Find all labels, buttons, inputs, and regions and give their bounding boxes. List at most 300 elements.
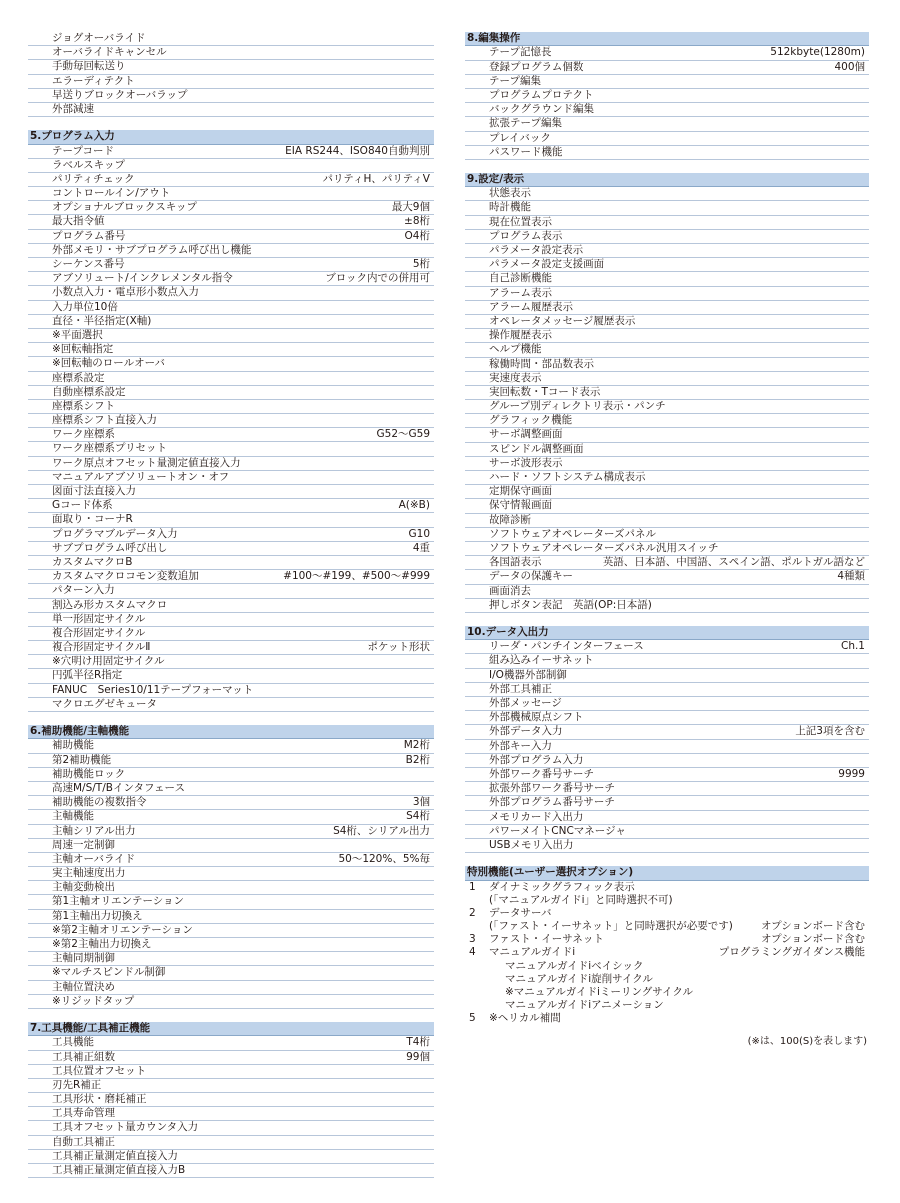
item-value: 512kbyte(1280m) bbox=[770, 46, 865, 59]
list-item bbox=[28, 457, 434, 471]
item-label: テープ記憶長 bbox=[489, 46, 552, 59]
item-value: G10 bbox=[408, 527, 430, 540]
item-label: プログラム表示 bbox=[489, 229, 563, 242]
list-item bbox=[465, 216, 869, 230]
item-label: ※回転軸指定 bbox=[52, 343, 114, 356]
item-label: 複合形固定サイクルⅡ bbox=[52, 641, 151, 654]
item-label: プログラム番号 bbox=[52, 229, 126, 242]
list-item bbox=[28, 89, 434, 103]
item-label: 操作履歴表示 bbox=[489, 329, 552, 342]
list-item bbox=[28, 230, 434, 244]
item-label: リーダ・パンチインターフェース bbox=[489, 640, 644, 653]
list-item bbox=[465, 825, 869, 839]
list-item bbox=[28, 329, 434, 343]
item-label: (「ファスト・イーサネット」と同時選択が必要です) bbox=[489, 920, 733, 933]
item-label: ヘルプ機能 bbox=[489, 343, 542, 356]
item-label: 登録プログラム個数 bbox=[489, 60, 584, 73]
list-item bbox=[28, 542, 434, 556]
item-label: 高速M/S/T/Bインタフェース bbox=[52, 781, 185, 794]
item-label: 第1主軸オリエンテーション bbox=[52, 895, 185, 908]
list-item bbox=[28, 1093, 434, 1107]
list-item bbox=[465, 46, 869, 60]
list-item bbox=[28, 187, 434, 201]
item-label: 保守情報画面 bbox=[489, 499, 552, 512]
item-label: プレイバック bbox=[489, 131, 551, 144]
item-label: データサーバ bbox=[489, 906, 552, 919]
list-item bbox=[465, 796, 869, 810]
item-label: 工具寿命管理 bbox=[52, 1107, 115, 1120]
list-item bbox=[465, 132, 869, 146]
item-label: 単一形固定サイクル bbox=[52, 612, 146, 625]
list-item bbox=[28, 272, 434, 286]
item-label: 主軸シリアル出力 bbox=[52, 824, 136, 837]
item-value: プログラミングガイダンス機能 bbox=[718, 946, 865, 959]
item-label: マクロエグゼキュータ bbox=[52, 697, 157, 710]
item-label: マニュアルガイドi bbox=[489, 946, 576, 959]
item-label: ソフトウェアオペレーターズパネル bbox=[489, 527, 656, 540]
list-item bbox=[465, 933, 869, 946]
list-item bbox=[28, 881, 434, 895]
item-label: 第1主軸出力切換え bbox=[52, 909, 143, 922]
list-item bbox=[465, 457, 869, 471]
item-label: 図面寸法直接入力 bbox=[52, 485, 136, 498]
item-label: 座標系シフト直接入力 bbox=[52, 414, 157, 427]
item-label: パラメータ設定表示 bbox=[489, 244, 584, 257]
item-label: 補助機能 bbox=[52, 739, 94, 752]
list-item bbox=[28, 754, 434, 768]
item-label: ※マルチスピンドル制御 bbox=[52, 966, 166, 979]
list-item bbox=[465, 117, 869, 131]
spec-section bbox=[28, 1022, 434, 1178]
item-label: メモリカード入出力 bbox=[489, 810, 584, 823]
section-title: 10.データ入出力 bbox=[465, 626, 869, 640]
item-value: 最大9個 bbox=[391, 201, 430, 214]
item-label: 拡張外部ワーク番号サーチ bbox=[489, 782, 615, 795]
item-label: アラーム履歴表示 bbox=[489, 300, 573, 313]
item-value: T4桁 bbox=[406, 1036, 430, 1049]
list-item bbox=[28, 1051, 434, 1065]
item-value: ±8桁 bbox=[404, 215, 430, 228]
item-label: マニュアルガイドiベイシック bbox=[505, 959, 644, 972]
item-value: Ch.1 bbox=[840, 640, 865, 653]
item-label: 補助機能の複数指令 bbox=[52, 796, 147, 809]
item-label: 座標系シフト bbox=[52, 399, 115, 412]
item-label: ※平面選択 bbox=[52, 328, 103, 341]
section-gap bbox=[465, 613, 869, 626]
list-item bbox=[465, 471, 869, 485]
list-item bbox=[465, 315, 869, 329]
list-item bbox=[28, 528, 434, 542]
list-item bbox=[28, 1136, 434, 1150]
item-label: 自己診断機能 bbox=[489, 272, 552, 285]
item-label: 周速一定制御 bbox=[52, 838, 115, 851]
item-label: 組み込みイーサネット bbox=[489, 654, 594, 667]
item-value: 5桁 bbox=[412, 258, 430, 271]
item-label: 主軸変動検出 bbox=[52, 881, 115, 894]
list-item bbox=[28, 485, 434, 499]
item-label: 時計機能 bbox=[489, 201, 531, 214]
list-item bbox=[28, 428, 434, 442]
list-item bbox=[28, 471, 434, 485]
item-label: スピンドル調整画面 bbox=[489, 442, 584, 455]
left-column bbox=[28, 32, 434, 1178]
list-item bbox=[28, 357, 434, 371]
list-item bbox=[28, 1107, 434, 1121]
item-label: ※回転軸のロールオーバ bbox=[52, 357, 166, 370]
item-label: ラベルスキップ bbox=[52, 158, 125, 171]
list-item bbox=[465, 258, 869, 272]
item-label: ジョグオーバライド bbox=[52, 32, 146, 44]
section-gap bbox=[465, 160, 869, 173]
list-item bbox=[28, 684, 434, 698]
list-item bbox=[465, 499, 869, 513]
list-item bbox=[28, 286, 434, 300]
item-value: 3個 bbox=[412, 796, 430, 809]
item-value: 英語、日本語、中国語、スペイン語、ポルトガル語など bbox=[602, 556, 865, 569]
list-item bbox=[465, 244, 869, 258]
list-item bbox=[465, 358, 869, 372]
item-label: アラーム表示 bbox=[489, 286, 552, 299]
list-item bbox=[28, 867, 434, 881]
item-value: 99個 bbox=[406, 1050, 430, 1063]
item-label: 拡張テープ編集 bbox=[489, 117, 562, 130]
right-column bbox=[465, 32, 869, 1047]
list-item bbox=[465, 287, 869, 301]
special-section bbox=[465, 866, 869, 1025]
item-number: 5 bbox=[469, 1012, 476, 1025]
item-value: #100～#199、#500～#999 bbox=[283, 570, 430, 583]
item-value: 4重 bbox=[412, 541, 430, 554]
list-item bbox=[465, 1012, 869, 1025]
list-item bbox=[465, 542, 869, 556]
list-item bbox=[465, 443, 869, 457]
item-label: 主軸位置決め bbox=[52, 980, 115, 993]
item-label: 外部メモリ・サブプログラム呼び出し機能 bbox=[52, 243, 252, 256]
item-label: プログラムプロテクト bbox=[489, 88, 594, 101]
item-label: マニュアルアブソリュートオン・オフ bbox=[52, 470, 230, 483]
section-gap bbox=[28, 117, 434, 130]
list-item bbox=[28, 145, 434, 159]
item-value: 400個 bbox=[834, 60, 865, 73]
item-label: 主軸機能 bbox=[52, 810, 94, 823]
list-item bbox=[465, 683, 869, 697]
item-label: FANUC Series10/11テープフォーマット bbox=[52, 683, 254, 696]
item-value: EIA RS244、ISO840自動判別 bbox=[285, 144, 430, 157]
list-item bbox=[28, 739, 434, 753]
item-label: 入力単位10倍 bbox=[52, 300, 118, 313]
item-value: S4桁、シリアル出力 bbox=[333, 824, 430, 837]
item-label: 外部工具補正 bbox=[489, 682, 552, 695]
item-label: 外部データ入力 bbox=[489, 725, 563, 738]
item-label: アブソリュート/インクレメンタル指令 bbox=[52, 272, 233, 285]
list-item bbox=[28, 513, 434, 527]
list-item bbox=[28, 599, 434, 613]
item-label: 実速度表示 bbox=[489, 371, 542, 384]
item-label: マニュアルガイドiアニメーション bbox=[505, 999, 664, 1012]
item-label: オーバライドキャンセル bbox=[52, 46, 167, 59]
item-label: 自動座標系設定 bbox=[52, 385, 126, 398]
list-item bbox=[28, 995, 434, 1009]
list-item bbox=[465, 697, 869, 711]
item-value: ポケット形状 bbox=[367, 641, 430, 654]
list-item bbox=[465, 201, 869, 215]
item-label: ※リジッドタップ bbox=[52, 994, 135, 1007]
list-item bbox=[465, 999, 869, 1012]
list-item bbox=[28, 556, 434, 570]
item-label: 定期保守画面 bbox=[489, 485, 552, 498]
item-label: 工具補正量測定値直接入力B bbox=[52, 1164, 186, 1177]
list-item bbox=[465, 946, 869, 959]
list-item bbox=[465, 146, 869, 160]
item-number: 3 bbox=[469, 933, 476, 946]
item-label: 刃先R補正 bbox=[52, 1078, 102, 1091]
list-item bbox=[465, 556, 869, 570]
item-label: オペレータメッセージ履歴表示 bbox=[489, 314, 636, 327]
list-item bbox=[465, 907, 869, 920]
list-item bbox=[465, 414, 869, 428]
list-item bbox=[28, 655, 434, 669]
item-label: バックグラウンド編集 bbox=[489, 103, 594, 116]
list-item bbox=[28, 924, 434, 938]
item-label: Gコード体系 bbox=[52, 499, 113, 512]
item-label: 実主軸速度出力 bbox=[52, 867, 126, 880]
section-gap bbox=[28, 712, 434, 725]
item-label: グラフィック機能 bbox=[489, 414, 573, 427]
item-value: 50～120%、5%毎 bbox=[338, 852, 430, 865]
item-label: マニュアルガイドi旋削サイクル bbox=[505, 972, 653, 985]
list-item bbox=[28, 669, 434, 683]
list-item bbox=[28, 301, 434, 315]
list-item bbox=[28, 372, 434, 386]
list-item bbox=[28, 60, 434, 74]
list-item bbox=[28, 400, 434, 414]
list-item bbox=[465, 654, 869, 668]
list-item bbox=[465, 973, 869, 986]
list-item bbox=[28, 825, 434, 839]
list-item bbox=[465, 839, 869, 853]
item-label: データの保護キー bbox=[489, 570, 573, 583]
list-item bbox=[28, 499, 434, 513]
item-label: 外部キー入力 bbox=[489, 739, 552, 752]
item-value: 9999 bbox=[838, 767, 865, 780]
list-item bbox=[465, 103, 869, 117]
list-item bbox=[465, 711, 869, 725]
list-item bbox=[28, 641, 434, 655]
item-label: 外部減速 bbox=[52, 102, 94, 115]
item-label: サブプログラム呼び出し bbox=[52, 541, 168, 554]
item-label: 工具補正組数 bbox=[52, 1050, 115, 1063]
item-label: カスタムマクロB bbox=[52, 555, 133, 568]
item-value: G52～G59 bbox=[376, 428, 430, 441]
list-item bbox=[28, 853, 434, 867]
list-item bbox=[465, 187, 869, 201]
item-value: パリティH、パリティV bbox=[322, 172, 430, 185]
spec-section bbox=[28, 725, 434, 1009]
item-label: ワーク座標系プリセット bbox=[52, 442, 167, 455]
section-title: 5.プログラム入力 bbox=[28, 130, 434, 144]
list-item bbox=[465, 485, 869, 499]
list-item bbox=[28, 810, 434, 824]
item-value: A(※B) bbox=[398, 499, 430, 512]
item-label: I/O機器外部制御 bbox=[489, 668, 567, 681]
list-item bbox=[28, 910, 434, 924]
item-label: 外部機械原点シフト bbox=[489, 711, 584, 724]
item-label: 主軸オーバライド bbox=[52, 852, 136, 865]
list-item bbox=[28, 173, 434, 187]
item-value: オプションボード含む bbox=[760, 920, 865, 933]
list-item bbox=[28, 159, 434, 173]
list-item bbox=[28, 1121, 434, 1135]
item-value: 4種類 bbox=[837, 570, 865, 583]
item-label: ハード・ソフトシステム構成表示 bbox=[489, 471, 646, 484]
list-item bbox=[465, 894, 869, 907]
item-label: ワーク座標系 bbox=[52, 428, 115, 441]
list-item bbox=[465, 400, 869, 414]
list-item bbox=[28, 258, 434, 272]
list-item bbox=[465, 782, 869, 796]
item-value: O4桁 bbox=[404, 229, 430, 242]
section-title: 6.補助機能/主軸機能 bbox=[28, 725, 434, 739]
section-title: 8.編集操作 bbox=[465, 32, 869, 46]
list-item bbox=[28, 796, 434, 810]
item-value: 上記3項を含む bbox=[795, 725, 865, 738]
item-label: ※第2主軸オリエンテーション bbox=[52, 923, 193, 936]
list-item bbox=[28, 839, 434, 853]
list-item bbox=[28, 768, 434, 782]
item-label: 現在位置表示 bbox=[489, 215, 552, 228]
list-item bbox=[465, 301, 869, 315]
item-label: プログラマブルデータ入力 bbox=[52, 527, 178, 540]
list-item bbox=[28, 442, 434, 456]
item-label: ワーク原点オフセット量測定値直接入力 bbox=[52, 456, 241, 469]
spec-section bbox=[465, 626, 869, 853]
intro-section bbox=[28, 32, 434, 117]
section-gap bbox=[465, 853, 869, 866]
item-label: 各国語表示 bbox=[489, 556, 542, 569]
item-label: 工具位置オフセット bbox=[52, 1064, 147, 1077]
list-item bbox=[28, 244, 434, 258]
list-item bbox=[28, 782, 434, 796]
item-label: 工具形状・磨耗補正 bbox=[52, 1093, 147, 1106]
item-label: 円弧半径R指定 bbox=[52, 669, 123, 682]
item-label: 工具補正量測定値直接入力 bbox=[52, 1149, 178, 1162]
item-value: ブロック内での併用可 bbox=[325, 272, 430, 285]
item-label: 座標系設定 bbox=[52, 371, 105, 384]
item-label: パワーメイトCNCマネージャ bbox=[489, 824, 626, 837]
list-item bbox=[465, 740, 869, 754]
item-label: パラメータ設定支援画面 bbox=[489, 258, 605, 271]
list-item bbox=[465, 811, 869, 825]
list-item bbox=[28, 1164, 434, 1178]
item-label: 画面消去 bbox=[489, 584, 531, 597]
section-title: 7.工具機能/工具補正機能 bbox=[28, 1022, 434, 1036]
item-label: 小数点入力・電卓形小数点入力 bbox=[52, 286, 199, 299]
list-item bbox=[28, 627, 434, 641]
list-item bbox=[28, 215, 434, 229]
item-label: パスワード機能 bbox=[489, 145, 563, 158]
item-label: 工具機能 bbox=[52, 1036, 94, 1049]
item-label: 手動毎回転送り bbox=[52, 60, 126, 73]
item-value: オプションボード含む bbox=[760, 933, 865, 946]
list-item bbox=[28, 1150, 434, 1164]
list-item bbox=[465, 428, 869, 442]
footnote: (※は、100(S)を表します) bbox=[747, 1035, 867, 1047]
list-item bbox=[465, 514, 869, 528]
section-gap bbox=[28, 1009, 434, 1022]
item-label: 第2補助機能 bbox=[52, 753, 112, 766]
spec-section bbox=[28, 130, 434, 712]
list-item bbox=[465, 599, 869, 613]
list-item bbox=[465, 75, 869, 89]
list-item bbox=[28, 386, 434, 400]
list-item bbox=[28, 1065, 434, 1079]
list-item bbox=[28, 46, 434, 60]
list-item bbox=[28, 613, 434, 627]
list-item bbox=[28, 343, 434, 357]
list-item bbox=[465, 528, 869, 542]
item-label: ※マニュアルガイドiミーリングサイクル bbox=[505, 986, 694, 998]
item-label: テープコード bbox=[52, 144, 114, 157]
item-label: カスタムマクロコモン変数追加 bbox=[52, 570, 199, 583]
list-item bbox=[28, 1036, 434, 1050]
item-label: ソフトウェアオペレーターズパネル汎用スイッチ bbox=[489, 541, 719, 554]
item-number: 4 bbox=[469, 946, 476, 959]
list-item bbox=[465, 329, 869, 343]
item-label: USBメモリ入出力 bbox=[489, 838, 574, 851]
item-label: ※第2主軸出力切換え bbox=[52, 938, 152, 951]
item-label: パリティチェック bbox=[52, 172, 135, 185]
list-item bbox=[28, 103, 434, 117]
spec-section bbox=[465, 32, 869, 160]
item-label: シーケンス番号 bbox=[52, 258, 125, 271]
item-label: エラーディテクト bbox=[52, 74, 135, 87]
item-label: 稼働時間・部品数表示 bbox=[489, 357, 594, 370]
list-item bbox=[465, 768, 869, 782]
item-label: 押しボタン表記 英語(OP:日本語) bbox=[489, 598, 652, 611]
list-item bbox=[28, 966, 434, 980]
item-label: ダイナミックグラフィック表示 bbox=[489, 880, 635, 893]
list-item bbox=[465, 920, 869, 933]
item-label: パターン入力 bbox=[52, 584, 115, 597]
item-label: 故障診断 bbox=[489, 513, 531, 526]
item-label: 自動工具補正 bbox=[52, 1135, 115, 1148]
item-label: 外部メッセージ bbox=[489, 697, 562, 710]
list-item bbox=[28, 952, 434, 966]
list-item bbox=[28, 698, 434, 712]
item-number: 1 bbox=[469, 880, 476, 893]
list-item bbox=[28, 201, 434, 215]
list-item bbox=[28, 32, 434, 46]
item-label: 工具オフセット量カウンタ入力 bbox=[52, 1121, 199, 1134]
list-item bbox=[28, 414, 434, 428]
list-item bbox=[465, 754, 869, 768]
list-item bbox=[465, 230, 869, 244]
spec-section bbox=[465, 173, 869, 613]
item-label: テープ編集 bbox=[489, 74, 541, 87]
list-item bbox=[28, 75, 434, 89]
list-item bbox=[465, 343, 869, 357]
item-label: コントロールイン/アウト bbox=[52, 187, 171, 200]
item-label: 割込み形カスタムマクロ bbox=[52, 598, 168, 611]
item-value: M2桁 bbox=[403, 739, 430, 752]
item-label: 最大指令値 bbox=[52, 215, 105, 228]
item-label: (「マニュアルガイドi」と同時選択不可) bbox=[489, 893, 673, 906]
item-label: サーボ波形表示 bbox=[489, 456, 563, 469]
list-item bbox=[465, 986, 869, 999]
section-title: 特別機能(ユーザー選択オプション) bbox=[465, 866, 869, 880]
list-item bbox=[28, 570, 434, 584]
list-item bbox=[465, 585, 869, 599]
